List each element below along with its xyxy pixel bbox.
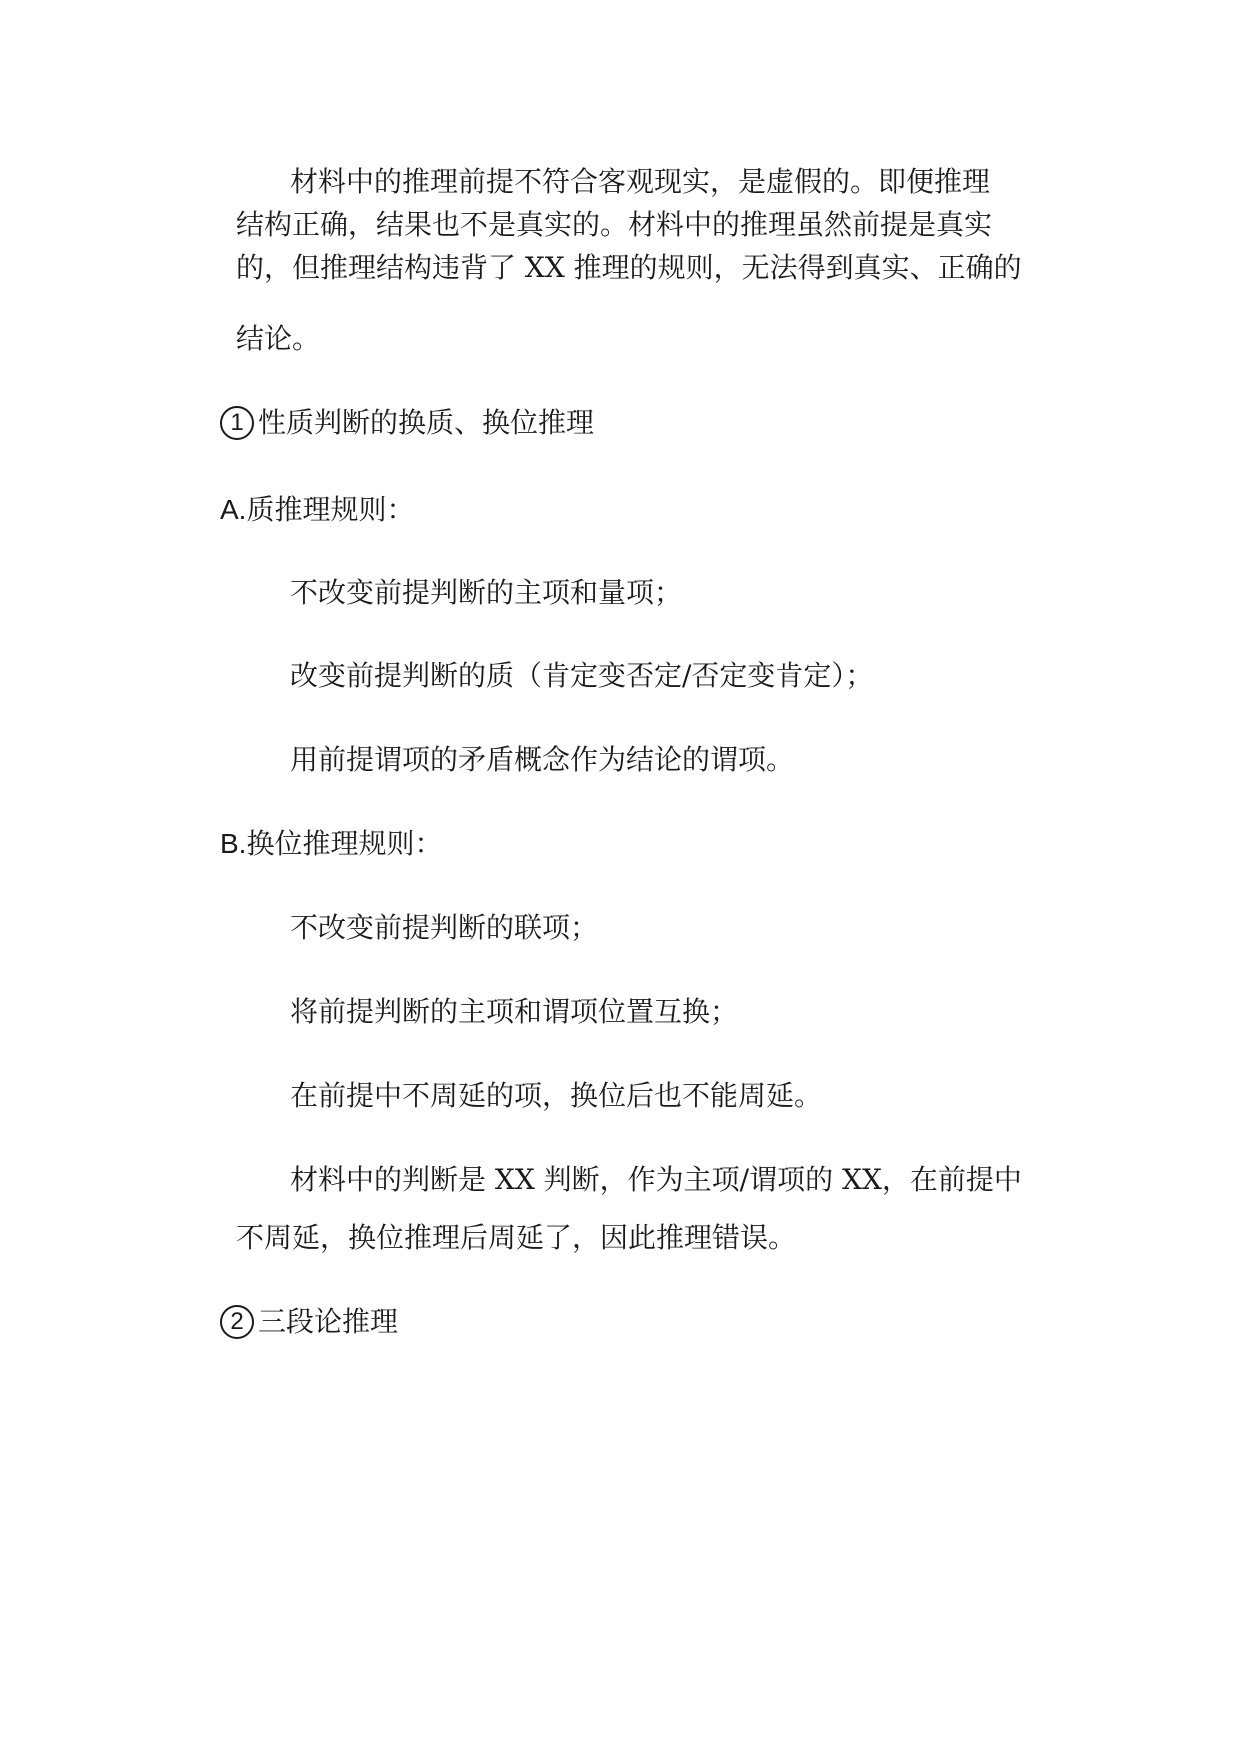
- rule-b-prefix: B.: [220, 828, 247, 859]
- rule-b-item-1: 不改变前提判断的联项；: [290, 911, 599, 944]
- paragraph-1-line-3: 的，但推理结构违背了 XX 推理的规则，无法得到真实、正确的: [236, 251, 1022, 284]
- paragraph-2-line-2: 不周延，换位推理后周延了，因此推理错误。: [236, 1221, 797, 1254]
- rule-b-heading: [220, 824, 442, 864]
- section-1-heading: [220, 403, 594, 443]
- rule-b-title: 换位推理规则：: [246, 827, 443, 860]
- paragraph-1-line-1: 材料中的推理前提不符合客观现实，是虚假的。即便推理: [290, 165, 991, 198]
- rule-a-item-3: 用前提谓项的矛盾概念作为结论的谓项。: [290, 743, 795, 776]
- rule-a-item-1: 不改变前提判断的主项和量项；: [290, 576, 683, 609]
- section-2-heading: [220, 1302, 398, 1342]
- rule-a-item-2: 改变前提判断的质（肯定变否定/否定变肯定）；: [290, 659, 874, 692]
- section-1-title: 性质判断的换质、换位推理: [258, 406, 595, 439]
- rule-b-item-2: 将前提判断的主项和谓项位置互换；: [290, 995, 739, 1028]
- paragraph-1-line-2: 结构正确，结果也不是真实的。材料中的推理虽然前提是真实: [236, 208, 993, 241]
- paragraph-1-line-4: 结论。: [236, 322, 321, 355]
- rule-b-item-3: 在前提中不周延的项，换位后也不能周延。: [290, 1079, 823, 1112]
- circled-number-1: 1: [220, 406, 254, 440]
- section-2-title: 三段论推理: [258, 1305, 399, 1338]
- rule-a-heading: [220, 490, 414, 530]
- rule-a-title: 质推理规则：: [246, 493, 415, 526]
- rule-a-prefix: A.: [220, 494, 247, 525]
- paragraph-2-line-1: 材料中的判断是 XX 判断，作为主项/谓项的 XX，在前提中: [290, 1163, 1022, 1196]
- circled-number-2: 2: [220, 1305, 254, 1339]
